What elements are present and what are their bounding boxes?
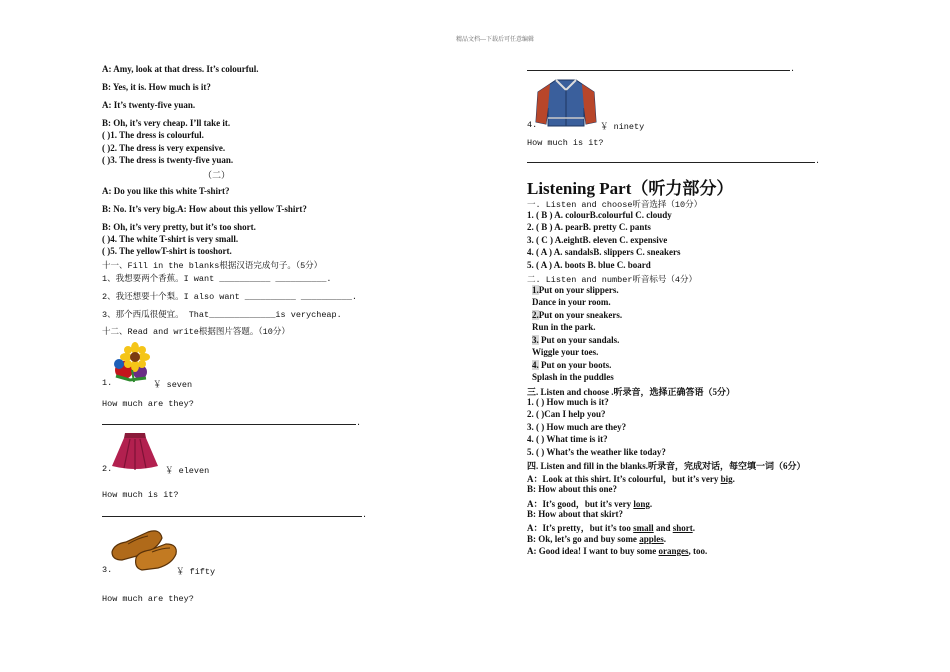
item-number: 1. [102,378,113,388]
item-number: 3. [532,335,539,345]
section-title: 二. Listen and number听音标号（4分） [527,275,698,285]
number-item: Run in the park. [532,322,596,332]
answer-item: 4. ( ) What time is it? [527,434,608,444]
dialog-line: B: How about this one? [527,484,618,494]
filled-word: small [633,523,654,533]
dialog-line: A: Good idea! I want to buy some oranges, too. [527,546,708,556]
listening-part-title: Listening Part（听力部分） [527,179,734,198]
answer-line[interactable] [102,424,356,425]
item-number: 2. [102,464,113,474]
question-text: How much is it? [102,490,179,500]
section-title: 一. Listen and choose听音选择（10分） [527,200,703,210]
price-label: ￥ ninety [600,122,645,132]
choice-item: 1. ( B ) A. colourB.colourful C. cloudy [527,210,672,220]
true-false-item: ( )3. The dress is twenty-five yuan. [102,155,234,165]
filled-word: long [633,499,650,509]
filled-word: apples [639,534,664,544]
answer-line[interactable] [527,70,790,71]
choice-item: 5. ( A ) A. boots B. blue C. board [527,260,651,270]
item-number: 4. [532,360,539,370]
dialog-line: B: Oh, it’s very pretty, but it’s too short. [102,222,256,232]
item-number: 1. [532,285,539,295]
choice-item: 4. ( A ) A. sandalsB. slippers C. sneakers [527,247,681,257]
section-title: 四. Listen and fill in the blanks.听录音，完成对话，每空填一词（6分） [527,461,806,471]
section-12-title: 十二、Read and write根据图片答题。（10分） [102,327,290,337]
item-number: 4. [527,120,538,130]
question-text: How much are they? [102,594,194,604]
dialog-line: A：It’s good，but it’s very long. [527,499,653,509]
question-text: How much is it? [527,138,604,148]
skirt-picture [110,430,160,472]
number-item: 2.Put on your sneakers. [532,310,623,320]
price-label: ￥ seven [153,380,193,390]
question-text: How much are they? [102,399,194,409]
number-item: Wiggle your toes. [532,347,599,357]
item-number: 2. [532,310,539,320]
fill-blank-item: 3、那个西瓜很便宜。 That_____________is verycheap. [102,310,342,320]
choice-item: 2. ( B ) A. pearB. pretty C. pants [527,222,651,232]
part-heading: （二） [203,170,231,180]
number-item: 4. Put on your boots. [532,360,612,370]
filled-word: short [672,523,693,533]
answer-line[interactable] [527,162,815,163]
true-false-item: ( )1. The dress is colourful. [102,130,204,140]
fill-blank-item: 2、我还想要十个梨。I also want __________ __________. [102,292,358,302]
number-item: Dance in your room. [532,297,611,307]
choice-item: 3. ( C ) A.eightB. eleven C. expensive [527,235,668,245]
true-false-item: ( )2. The dress is very expensive. [102,143,226,153]
price-label: ￥ eleven [165,466,210,476]
shoes-picture [108,522,180,574]
jacket-picture [534,78,598,128]
dialog-line: A: It’s twenty-five yuan. [102,100,196,110]
filled-word: oranges [658,546,689,556]
true-false-item: ( )5. The yellowT-shirt is tooshort. [102,246,232,256]
true-false-item: ( )4. The white T-shirt is very small. [102,234,239,244]
number-item: 3. Put on your sandals. [532,335,620,345]
dialog-line: B: Yes, it is. How much is it? [102,82,211,92]
number-item: 1.Put on your slippers. [532,285,619,295]
item-number: 3. [102,565,113,575]
price-label: ￥ fifty [176,567,216,577]
dialog-line: B: No. It’s very big.A: How about this yellow T-shirt? [102,204,307,214]
dialog-line: A：Look at this shirt. It’s colourful，but it’s very big. [527,474,735,484]
section-title: 三. Listen and choose .听录音，选择正确答语（5分） [527,387,736,397]
fill-blank-item: 1、我想要两个香蕉。I want __________ __________. [102,274,332,284]
answer-line[interactable] [102,516,362,517]
dialog-line: A：It’s pretty，but it’s too small and short. [527,523,695,533]
answer-item: 5. ( ) What’s the weather like today? [527,447,666,457]
answer-item: 3. ( ) How much are they? [527,422,627,432]
page-header: 精品文档---下载后可任意编辑 [456,37,534,43]
number-item: Splash in the puddles [532,372,614,382]
dialog-line: A: Amy, look at that dress. It’s colourful. [102,64,259,74]
answer-item: 2. ( )Can I help you? [527,409,606,419]
dialog-line: B: Ok, let’s go and buy some apples. [527,534,666,544]
dialog-line: A: Do you like this white T-shirt? [102,186,230,196]
dialog-line: B: How about that skirt? [527,509,624,519]
flowers-picture [110,340,154,384]
answer-item: 1. ( ) How much is it? [527,397,609,407]
dialog-line: B: Oh, it’s very cheap. I’ll take it. [102,118,231,128]
section-11-title: 十一、Fill in the blanks根据汉语完成句子。（5分） [102,261,323,271]
filled-word: big [720,474,733,484]
